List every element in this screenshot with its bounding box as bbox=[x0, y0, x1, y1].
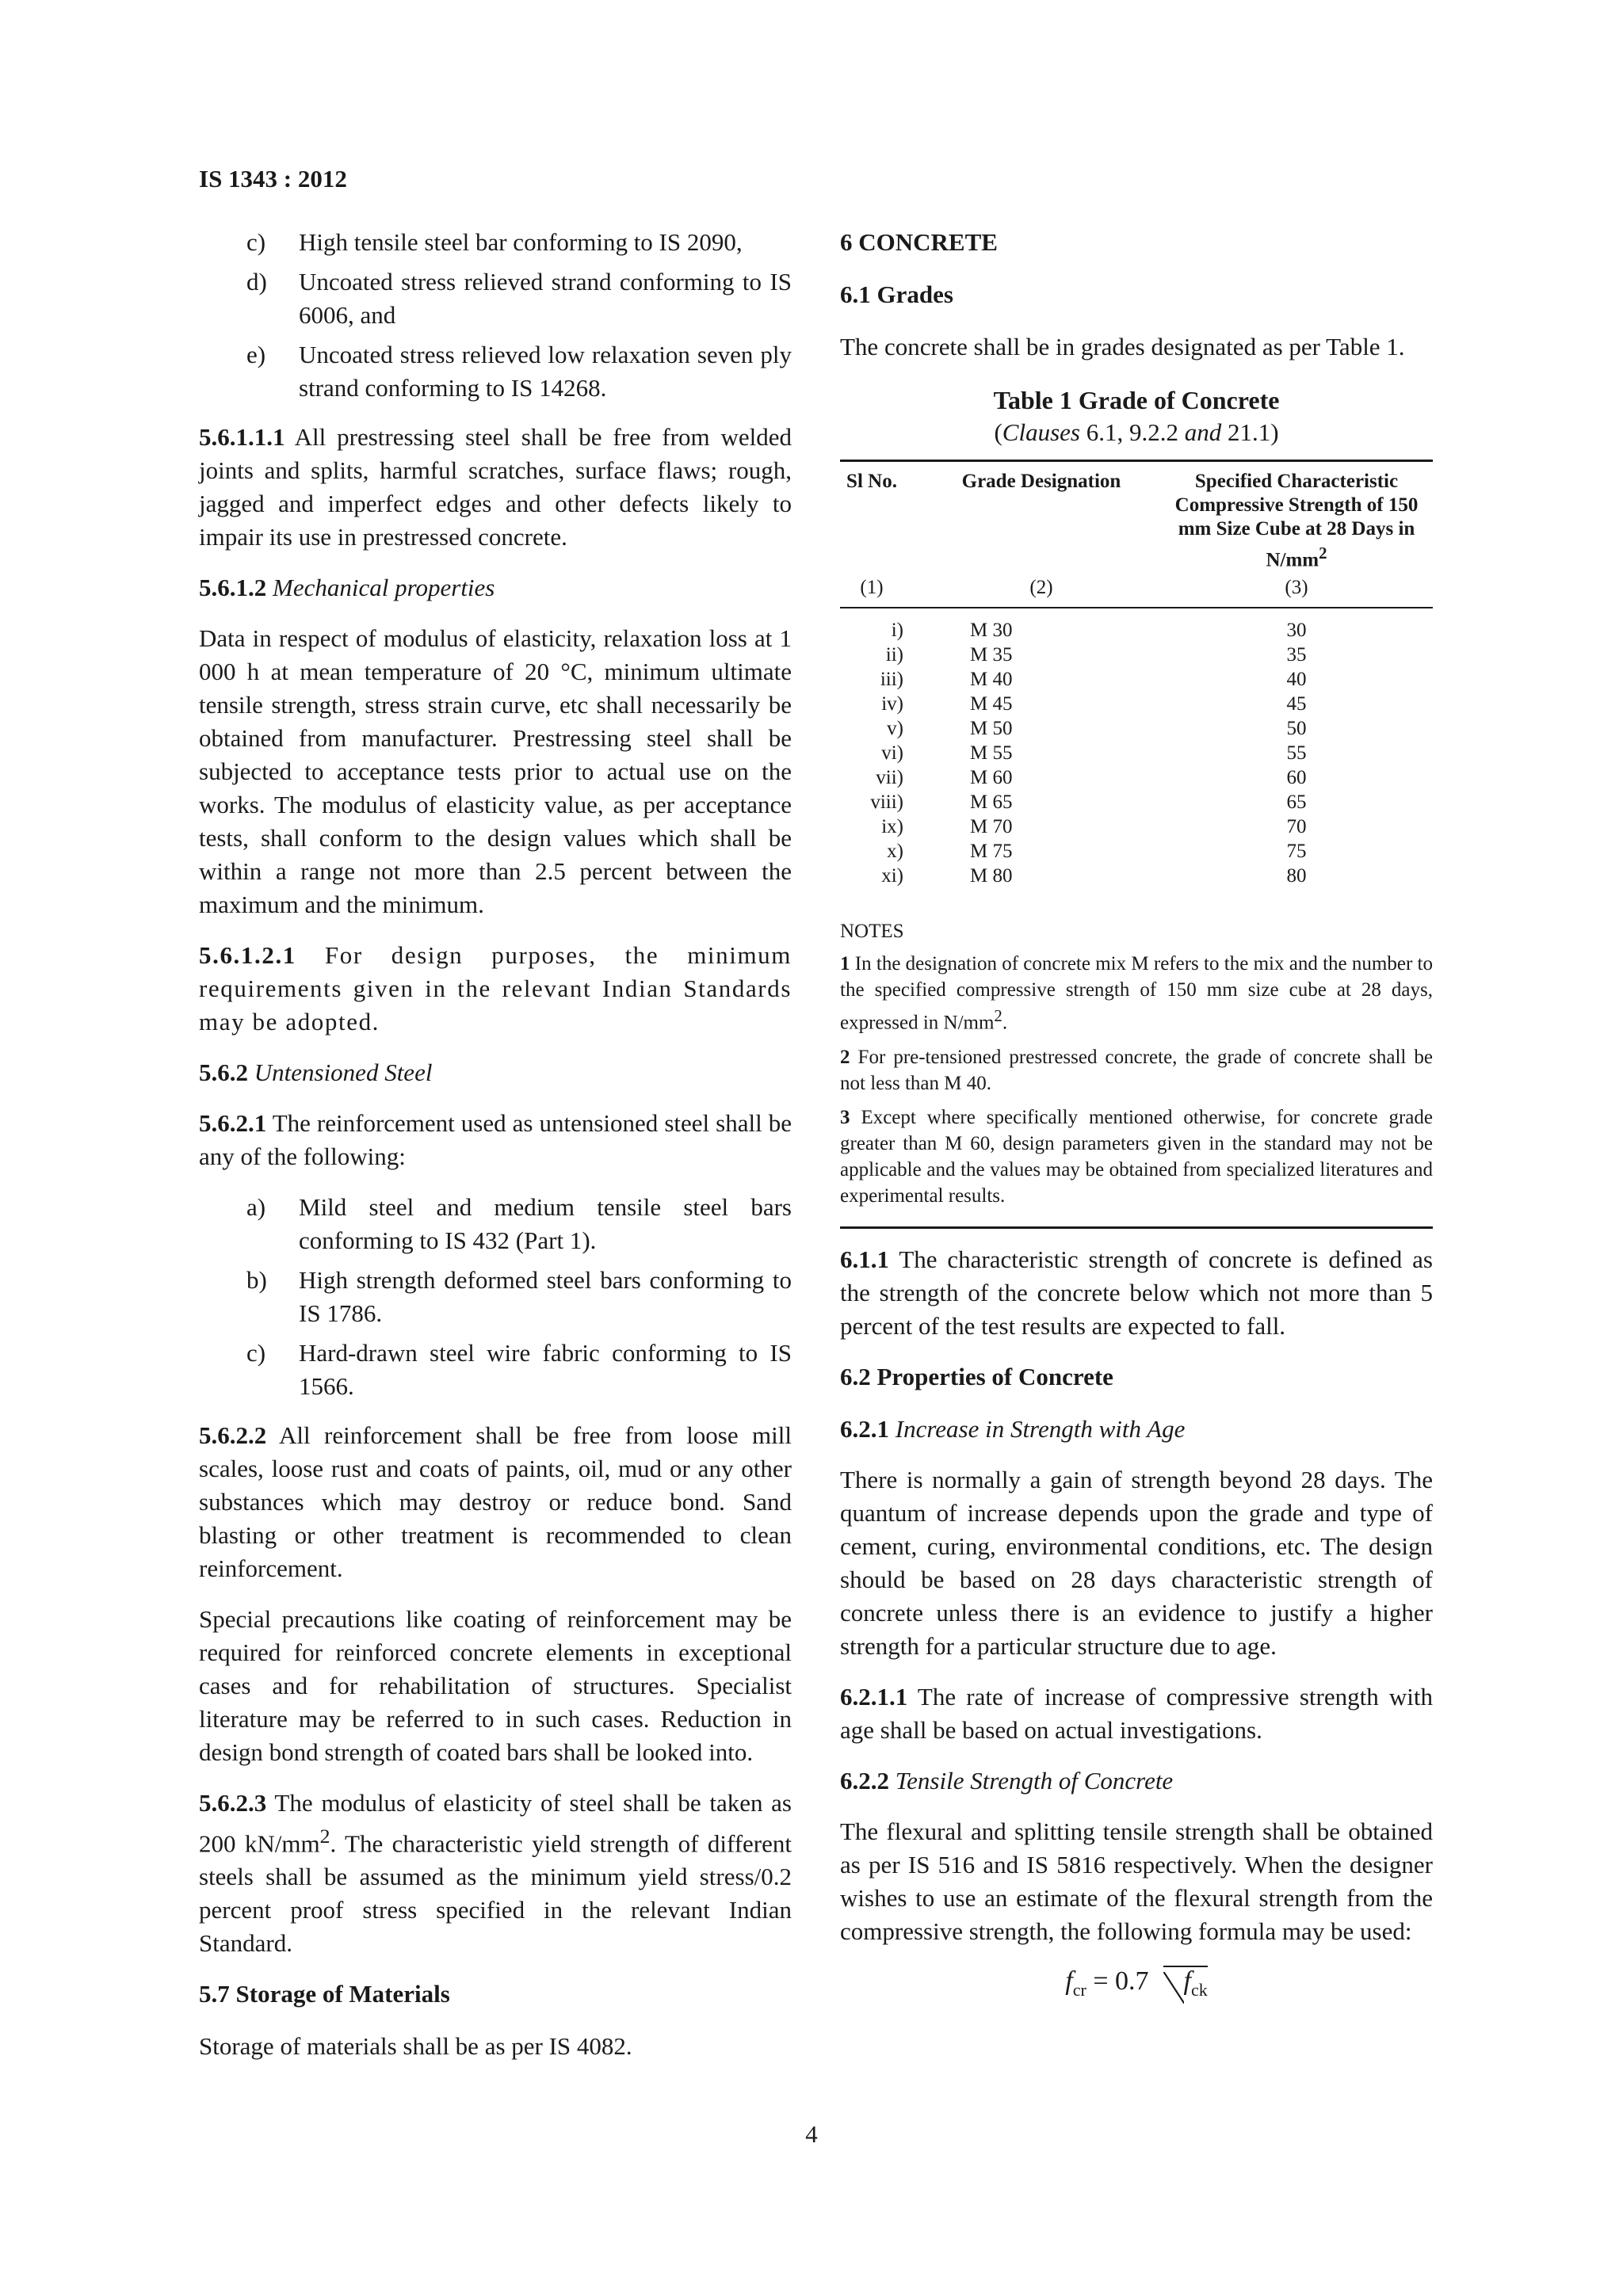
col-number: (2) bbox=[922, 574, 1160, 608]
list-text: Uncoated stress relieved strand conforming to IS 6006, and bbox=[299, 268, 792, 329]
table-row bbox=[840, 608, 1433, 643]
clause-6-2-2-text: The flexural and splitting tensile strength shall be obtained as per IS 516 and IS 5816 respectively. When the designer wishes to use an estimate of the flexural strength from the compressive strength, the following formula may be used: bbox=[840, 1817, 1433, 1945]
clause-number: 6.2.1 bbox=[840, 1414, 889, 1443]
clause-number: 5.6.2 bbox=[199, 1058, 248, 1086]
cell-grade: M 80 bbox=[970, 865, 1013, 887]
page-number: 4 bbox=[805, 2120, 818, 2148]
cell-grade: M 60 bbox=[970, 767, 1013, 789]
list-marker: a) bbox=[246, 1193, 266, 1221]
clause-5-6-2-3 bbox=[199, 1787, 792, 1960]
clause-5-6-1-2-1 bbox=[199, 939, 792, 1039]
cell-grade: M 30 bbox=[970, 620, 1013, 642]
table-header-row bbox=[840, 461, 1433, 574]
heading-6-2-1 bbox=[840, 1413, 1433, 1446]
cell-sl: iv) bbox=[881, 693, 903, 715]
cell-grade: M 70 bbox=[970, 816, 1013, 838]
table-title: Table 1 Grade of Concrete bbox=[993, 386, 1280, 414]
cell-sl: vii) bbox=[876, 767, 903, 789]
clause-number: 5.6.1.2.1 bbox=[199, 941, 296, 969]
list-text: Hard-drawn steel wire fabric conforming to IS 1566. bbox=[299, 1339, 792, 1400]
list-item bbox=[199, 338, 792, 405]
formula-subscript: ck bbox=[1190, 1979, 1208, 2000]
right-column bbox=[840, 226, 1433, 2004]
cell-grade: M 65 bbox=[970, 791, 1013, 814]
note-number: 3 bbox=[840, 1106, 850, 1128]
list-marker: c) bbox=[246, 1339, 266, 1367]
cell-sl: v) bbox=[887, 718, 903, 740]
clause-number: 5.6.2.2 bbox=[199, 1421, 267, 1449]
page-header: IS 1343 : 2012 bbox=[199, 165, 347, 193]
col-number: (1) bbox=[840, 574, 922, 608]
cell-strength: 40 bbox=[1286, 669, 1307, 691]
clause-5-6-2-1 bbox=[199, 1107, 792, 1173]
formula-equals: = 0.7 bbox=[1086, 1966, 1149, 1996]
list-marker: e) bbox=[246, 341, 266, 368]
cell-sl: i) bbox=[891, 620, 903, 642]
special-precautions: Special precautions like coating of reinforcement may be required for reinforced concrete elements in exceptional cases and for rehabilitation of structures. Specialist literature may be referred to in such cases. Reduction in design bond strength of coated bars shall be looked into. bbox=[199, 1605, 792, 1766]
grades-text: The concrete shall be in grades designated as per Table 1. bbox=[840, 333, 1405, 360]
table-row bbox=[840, 839, 1433, 864]
cell-grade: M 45 bbox=[970, 693, 1013, 715]
note-number: 1 bbox=[840, 953, 850, 975]
formula-symbol: f bbox=[1183, 1966, 1191, 1996]
list-text: Mild steel and medium tensile steel bars conforming to IS 432 (Part 1). bbox=[299, 1193, 792, 1254]
cell-sl: x) bbox=[887, 841, 903, 863]
superscript: 2 bbox=[994, 1006, 1002, 1026]
list-item bbox=[199, 1191, 792, 1257]
left-column bbox=[199, 226, 792, 2081]
table-body bbox=[840, 608, 1433, 902]
table-row bbox=[840, 765, 1433, 790]
clause-number: 5.6.1.1.1 bbox=[199, 423, 285, 451]
note-text: Except where specifically mentioned otherwise, for concrete grade greater than M 60, design parameters given in the standard may not be applicable and the values may be obtained from specialized literatures and experimental results. bbox=[840, 1106, 1433, 1207]
clause-6-2-1-text: There is normally a gain of strength beyond 28 days. The quantum of increase depends upon the grade and type of cement, curing, environmental conditions, etc. The design should be based on 28 days characteristic strength of concrete unless there is an evidence to justify a higher strength for a particular structure due to age. bbox=[840, 1465, 1433, 1660]
cell-strength: 30 bbox=[1286, 620, 1307, 642]
list-item bbox=[199, 1337, 792, 1403]
heading-5-6-1-2 bbox=[199, 571, 792, 605]
cell-sl: vi) bbox=[881, 742, 903, 765]
note-3 bbox=[840, 1104, 1433, 1209]
clause-and: and bbox=[1184, 418, 1222, 446]
list-item bbox=[199, 265, 792, 332]
cell-strength: 65 bbox=[1286, 791, 1307, 814]
clause-5-6-1-1-1 bbox=[199, 421, 792, 554]
col-header-sl: Sl No. bbox=[840, 461, 922, 574]
prestressing-steel-list bbox=[199, 226, 792, 405]
notes-title: NOTES bbox=[840, 921, 904, 943]
table-notes bbox=[840, 918, 1433, 1228]
cell-grade: M 35 bbox=[970, 644, 1013, 666]
cell-sl: viii) bbox=[870, 791, 903, 814]
list-item bbox=[199, 226, 792, 259]
clause-number: 5.6.2.1 bbox=[199, 1109, 267, 1137]
note-text: In the designation of concrete mix M refers to the mix and the number to the specified compressive strength of 150 mm size cube at 28 days, expressed in N/mm bbox=[840, 953, 1433, 1034]
heading-6-2: 6.2 Properties of Concrete bbox=[840, 1362, 1113, 1390]
clause-text: . The characteristic yield strength of different steels shall be assumed as the minimum yield stress/0.2 percent proof stress specified in the relevant Indian Standard. bbox=[199, 1829, 792, 1958]
grade-table bbox=[840, 460, 1433, 902]
heading-6: 6 CONCRETE bbox=[840, 228, 998, 256]
cell-grade: M 55 bbox=[970, 742, 1013, 765]
cell-strength: 55 bbox=[1286, 742, 1307, 765]
clause-6-2-1-1 bbox=[840, 1680, 1433, 1747]
formula-subscript: cr bbox=[1072, 1979, 1086, 2000]
table-number-row bbox=[840, 574, 1433, 608]
list-text: High strength deformed steel bars conforming to IS 1786. bbox=[299, 1266, 792, 1327]
note-text: . bbox=[1002, 1012, 1008, 1034]
cell-sl: ii) bbox=[885, 644, 903, 666]
cell-grade: M 75 bbox=[970, 841, 1013, 863]
cell-strength: 45 bbox=[1286, 693, 1307, 715]
table-row bbox=[840, 790, 1433, 814]
table-row bbox=[840, 814, 1433, 839]
table-row bbox=[840, 643, 1433, 667]
clause-5-6-1-2-text: Data in respect of modulus of elasticity, relaxation loss at 1 000 h at mean temperature of 20 °C, minimum ultimate tensile strength, stress strain curve, etc shall necessarily be obtained from manufacturer. Prestressing steel shall be subjected to acceptance tests prior to actual use on the works. The modulus of elasticity value, as per acceptance tests, shall conform to the design values which shall be within a range not more than 2.5 percent between the maximum and the minimum. bbox=[199, 624, 792, 918]
clause-text: The reinforcement used as untensioned steel shall be any of the following: bbox=[199, 1109, 792, 1170]
list-text: Uncoated stress relieved low relaxation seven ply strand conforming to IS 14268. bbox=[299, 341, 792, 402]
note-number: 2 bbox=[840, 1046, 850, 1068]
table-row bbox=[840, 667, 1433, 692]
table-row bbox=[840, 741, 1433, 765]
heading-6-1: 6.1 Grades bbox=[840, 280, 953, 308]
flexural-strength-formula bbox=[840, 1966, 1433, 2004]
clause-text: The modulus of elasticity of steel shall be taken as 200 kN/mm bbox=[199, 1789, 792, 1858]
col-header-strength bbox=[1160, 461, 1433, 574]
clause-nums: 6.1, 9.2.2 bbox=[1079, 418, 1185, 446]
clause-title: Tensile Strength of Concrete bbox=[895, 1766, 1174, 1794]
note-text: For pre-tensioned prestressed concrete, the grade of concrete shall be not less than M 40. bbox=[840, 1046, 1434, 1094]
formula-symbol: f bbox=[1065, 1966, 1073, 1996]
cell-strength: 35 bbox=[1286, 644, 1307, 666]
clause-text: The characteristic strength of concrete is defined as the strength of the concrete below which not more than 5 percent of the test results are expected to fall. bbox=[840, 1245, 1433, 1340]
table-row bbox=[840, 692, 1433, 716]
cell-strength: 80 bbox=[1286, 865, 1307, 887]
cell-strength: 50 bbox=[1286, 718, 1307, 740]
list-text: High tensile steel bar conforming to IS 2090, bbox=[299, 228, 743, 256]
col-header-grade: Grade Designation bbox=[922, 461, 1160, 574]
clause-number: 6.2.1.1 bbox=[840, 1682, 908, 1711]
superscript: 2 bbox=[1319, 543, 1327, 563]
clause-text: All prestressing steel shall be free from welded joints and splits, harmful scratches, surface flaws; rough, jagged and imperfect edges and other defects likely to impair its use in prestressed concrete. bbox=[199, 423, 792, 551]
cell-strength: 70 bbox=[1286, 816, 1307, 838]
list-marker: b) bbox=[246, 1266, 267, 1294]
clause-word: Clauses bbox=[1002, 418, 1080, 446]
heading-6-2-2 bbox=[840, 1764, 1433, 1798]
clause-text: The rate of increase of compressive strength with age shall be based on actual investigations. bbox=[840, 1682, 1433, 1744]
cell-grade: M 40 bbox=[970, 669, 1013, 691]
cell-sl: xi) bbox=[881, 865, 903, 887]
list-marker: c) bbox=[246, 228, 266, 256]
clause-number: 6.2.2 bbox=[840, 1766, 889, 1794]
clause-6-1-1 bbox=[840, 1243, 1433, 1343]
square-root bbox=[1163, 1966, 1208, 2004]
col-number: (3) bbox=[1160, 574, 1433, 608]
note-1 bbox=[840, 951, 1433, 1035]
clause-number: 6.1.1 bbox=[840, 1245, 889, 1273]
clause-text: All reinforcement shall be free from loose mill scales, loose rust and coats of paints, oil, mud or any other substances which may destroy or reduce bond. Sand blasting or other treatment is recommended to clean reinforcement. bbox=[199, 1421, 792, 1582]
clause-title: Mechanical properties bbox=[273, 574, 495, 601]
table-row bbox=[840, 716, 1433, 741]
clause-title: Increase in Strength with Age bbox=[895, 1414, 1186, 1443]
table-clauses bbox=[840, 418, 1433, 447]
col-header-text: Specified Characteristic Compressive Strength of 150 mm Size Cube at 28 Days in N/mm bbox=[1174, 471, 1419, 571]
cell-sl: iii) bbox=[880, 669, 903, 691]
heading-5-6-2 bbox=[199, 1056, 792, 1089]
table-row bbox=[840, 864, 1433, 902]
superscript: 2 bbox=[319, 1825, 330, 1848]
cell-strength: 75 bbox=[1286, 841, 1307, 863]
cell-sl: ix) bbox=[881, 816, 903, 838]
clause-number: 5.6.2.3 bbox=[199, 1789, 267, 1817]
heading-5-7: 5.7 Storage of Materials bbox=[199, 1980, 450, 2008]
untensioned-steel-list bbox=[199, 1191, 792, 1403]
cell-grade: M 50 bbox=[970, 718, 1013, 740]
clause-nums: 21.1) bbox=[1221, 418, 1279, 446]
list-item bbox=[199, 1264, 792, 1330]
clause-5-6-2-2 bbox=[199, 1419, 792, 1585]
list-marker: d) bbox=[246, 268, 267, 296]
storage-text: Storage of materials shall be as per IS 4082. bbox=[199, 2032, 632, 2061]
clause-paren: ( bbox=[994, 418, 1002, 446]
clause-number: 5.6.1.2 bbox=[199, 574, 267, 601]
note-2 bbox=[840, 1044, 1433, 1097]
clause-title: Untensioned Steel bbox=[254, 1058, 433, 1086]
cell-strength: 60 bbox=[1286, 767, 1307, 789]
clause-text: For design purposes, the minimum requirements given in the relevant Indian Standards may be adopted. bbox=[199, 941, 792, 1035]
